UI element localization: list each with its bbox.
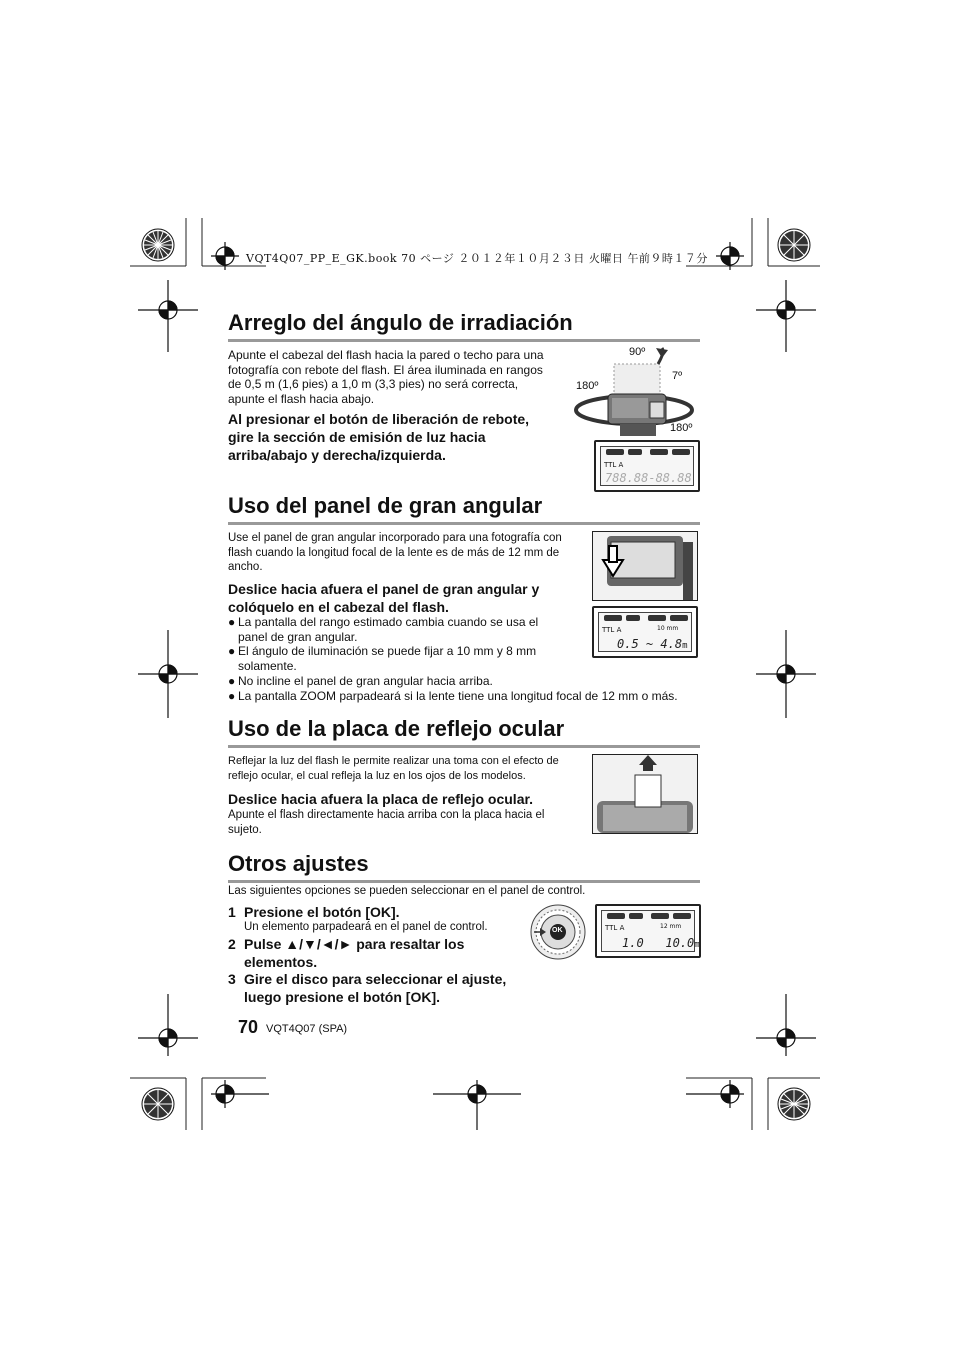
section-rule: [228, 339, 700, 342]
section-title-irradiation-angle: Arreglo del ángulo de irradiación: [228, 310, 573, 335]
catchlight-body: Reflejar la luz del flash le permite realizar una toma con el efecto de reflejo ocular, el cual refleja la luz en los ojos de los modelos.: [228, 755, 559, 782]
step-2-number: 2: [228, 936, 236, 952]
irradiation-body: Apunte el cabezal del flash hacia la pared o techo para una fotografía con rebote del flash. El área iluminada en rangos de 0,5 m (1,6 pies) a 1,0 m (3,3 pies) no será correcta, apunte el flash hacia abajo.: [228, 348, 544, 406]
page-number: 70: [238, 1017, 259, 1037]
angle-right-label: 180º: [670, 422, 693, 434]
catchlight-instruction: Deslice hacia afuera la placa de reflejo ocular.: [228, 791, 534, 807]
other-settings-intro: Las siguientes opciones se pueden seleccionar en el panel de control.: [228, 885, 586, 897]
lcd2-mode: TTL: [602, 626, 615, 634]
wide-panel-illustration: [592, 531, 698, 601]
angle-up-label: 90º: [629, 346, 646, 358]
lcd-panel-3: [595, 904, 701, 958]
angle-down-label: 7º: [672, 370, 683, 382]
lcd3-zoom: 12 mm: [660, 923, 682, 930]
step-1-sub: Un elemento parpadeará en el panel de control.: [244, 921, 488, 933]
catchlight-illustration: [592, 754, 698, 834]
lcd3-range-to: 10.0: [665, 936, 695, 950]
wide-panel-instruction: Deslice hacia afuera el panel de gran angular y colóquelo en el cabezal del flash.: [228, 581, 540, 615]
step-3-number: 3: [228, 971, 236, 987]
wide-panel-bullet-1: ● La pantalla del rango estimado cambia cuando se usa el panel de gran angular.: [228, 615, 539, 644]
lcd2-range-from: 0.5: [617, 637, 639, 651]
lcd-panel-1: TTL A 788.88-88.88: [594, 440, 700, 492]
wide-panel-bullet-4: ● La pantalla ZOOM parpadeará si la lente tiene una longitud focal de 12 mm o más.: [228, 689, 678, 703]
step-3-text: Gire el disco para seleccionar el ajuste, luego presione el botón [OK].: [244, 971, 507, 1005]
angle-left-label: 180º: [576, 380, 599, 392]
step-1-text: Presione el botón [OK].: [244, 904, 400, 920]
lcd2-unit: m: [682, 641, 688, 651]
section-rule: [228, 880, 700, 883]
catchlight-note: Apunte el flash directamente hacia arriba con la placa hacia el sujeto.: [228, 809, 545, 836]
irradiation-instruction: Al presionar el botón de liberación de rebote, gire la sección de emisión de luz hacia arriba/abajo y derecha/izquierda.: [228, 411, 530, 463]
section-title-wide-panel: Uso del panel de gran angular: [228, 493, 543, 518]
section-rule: [228, 522, 700, 525]
lcd2-range-to: 4.8: [660, 637, 683, 651]
control-dial: [530, 904, 586, 960]
ok-button-label: OK: [552, 927, 563, 934]
wide-panel-body: Use el panel de gran angular incorporado para una fotografía con flash cuando la longitud focal de la lente es de más de 12 mm de ancho.: [228, 532, 562, 573]
section-rule: [228, 745, 700, 748]
book-header: VQT4Q07_PP_E_GK.book 70 ページ ２０１２年１０月２３日 火曜日 午前９時１７分: [246, 252, 708, 265]
lcd-panel-2: [592, 606, 698, 658]
section-title-other-settings: Otros ajustes: [228, 851, 369, 876]
lcd3-flag: A: [619, 924, 625, 932]
lcd3-mode: TTL: [605, 924, 618, 932]
step-1-number: 1: [228, 904, 236, 920]
flash-bounce-illustration: [570, 344, 700, 436]
lcd3-range-from: 1.0: [622, 936, 644, 950]
wide-panel-bullet-3: ● No incline el panel de gran angular hacia arriba.: [228, 674, 493, 688]
lcd2-range-sep: ~: [645, 637, 654, 651]
lcd2-flag: A: [616, 626, 622, 634]
wide-panel-bullet-2: ● El ángulo de iluminación se puede fijar a 10 mm y 8 mm solamente.: [228, 644, 537, 673]
lcd2-zoom: 10 mm: [657, 625, 679, 632]
step-2-text: Pulse ▲/▼/◄/► para resaltar los elementos.: [244, 936, 465, 970]
document-code: VQT4Q07 (SPA): [266, 1023, 348, 1035]
section-title-catchlight: Uso de la placa de reflejo ocular: [228, 716, 565, 741]
lcd3-unit: m: [694, 940, 700, 950]
